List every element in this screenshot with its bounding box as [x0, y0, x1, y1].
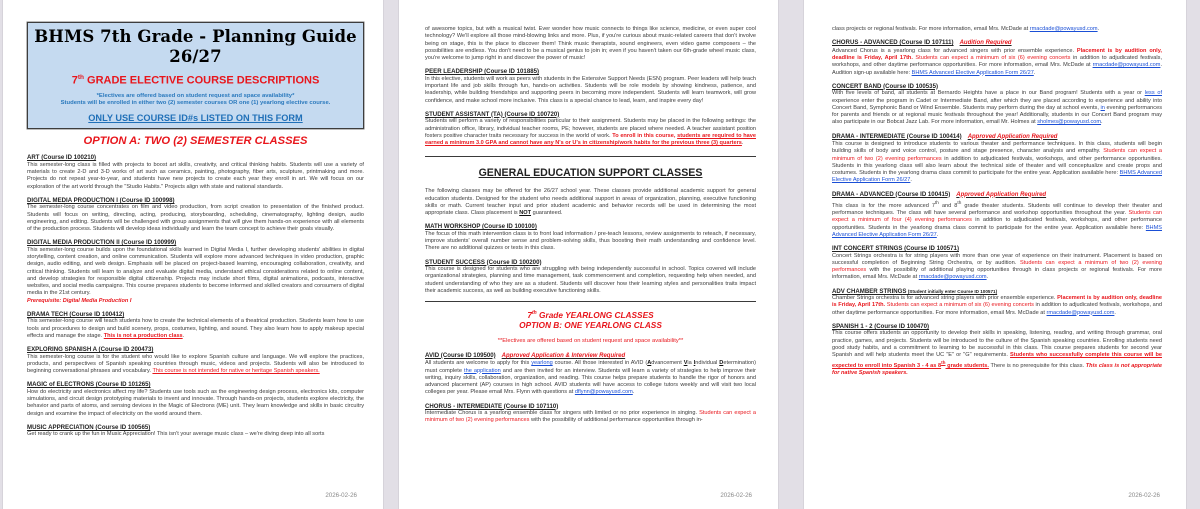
course-spanish-1-2	[832, 323, 1162, 378]
requirement-tag: Approved Application & Interview Required	[501, 352, 626, 359]
course-title: DIGITAL MEDIA PRODUCTION I (Course ID 100998)	[27, 196, 175, 204]
course-title: MATH WORKSHOP (Course ID 100100)	[425, 223, 537, 231]
course-description: Concert Strings orchestra is for string players with more than one year of experience on their instrument. Placement is based on successful completion of Beginning String Orchestra, or by audition. Students can expect a minimum of two (2) evening performances with the possibility of additional playing opportunities through in class projects or regional festivals. For more information, email Mrs. McDade at rmacdade@powayusd.com.	[832, 252, 1162, 281]
course-title: DRAMA - ADVANCED (Course ID 100415) Approved Application Required	[832, 190, 1047, 198]
document-page-3	[803, 0, 1187, 509]
course-description: How do electricity and electronics affect my life? Students use tools such as the engineering design process, electronics kits, computer simulations, and circuit design prototyping materials to invent and innovate. Through hands-on projects, students explore electricity, the behavior and parts of atoms, and sensing devices in the Magic of Electrons (ME) unit. They learn knowledge and skills in basic circuitry design and examine the impact of electricity on the world around them.	[27, 388, 364, 417]
course-int-concert-strings	[832, 245, 1162, 282]
email-link-holmes[interactable]: sholmes@powayusd.com	[1037, 119, 1102, 126]
application-form-link[interactable]: BHMS Advanced Elective Application Form 26/27	[911, 69, 1034, 76]
course-exploring-spanish-a	[27, 346, 364, 375]
course-description: This semester-long class is filled with projects to boost art skills, creativity, and critical thinking habits. Students will use a variety of materials to create 2-D and 3-D works of art such as ceramics, painting, photography, fiber arts, sculpture, printmaking and more. Projects do not repeat year-to-year, and students have new projects to create each year they enroll in art. We will focus on our exploration of the art world through the "Studio Habits." Projects align with state and national standards.	[27, 161, 364, 190]
course-drama-intermediate	[832, 133, 1162, 185]
email-link-mcdade[interactable]: rmacdade@powayusd.com	[1046, 309, 1115, 316]
course-drama-advanced	[832, 191, 1162, 240]
course-title: DIGITAL MEDIA PRODUCTION II (Course ID 100999)	[27, 239, 177, 247]
course-chorus-advanced	[832, 39, 1162, 77]
email-link-mcdade[interactable]: rmacdade@powayusd.com	[1029, 26, 1098, 32]
course-chorus-intermediate	[425, 403, 756, 425]
course-title: PEER LEADERSHIP (Course ID 101885)	[425, 68, 540, 76]
course-art	[27, 154, 364, 191]
course-peer-leadership	[425, 68, 756, 105]
option-a-heading: OPTION A: TWO (2) SEMESTER CLASSES	[83, 135, 308, 148]
requirement-tag: Approved Application Required	[956, 191, 1047, 198]
email-link-mcdade[interactable]: rmacdade@powayusd.com	[918, 274, 987, 281]
course-title: CHORUS - INTERMEDIATE (Course ID 107110)	[425, 402, 559, 410]
course-magic-of-electrons	[27, 381, 364, 418]
course-music-appreciation	[27, 424, 364, 439]
less-of-link[interactable]: less of	[1144, 90, 1162, 97]
course-title: AVID (Course ID 109500) Approved Application & Interview Required	[425, 351, 626, 359]
course-description: This semester-long course builds upon the foundational skills learned in Digital Media I, further developing students' abilities in digital storytelling, content creation, and online communication. Students will explore more advanced techniques in video production, graphic design, audio editing, and web design. Emphasis will be placed on project-based learning, encouraging collaboration, creativity, and critical thinking. Students will learn to analyze and evaluate digital media, understand ethical considerations related to online content, and develop strategies for responsible digital citizenship. Projects may include short films, digital animations, podcasts, interactive websites, and social media campaigns. This course prepares students to become informed and skilled creators and consumers of digital media in the 21st century.	[27, 246, 364, 297]
course-title: ADV CHAMBER STRINGS (Student initially enter Course ID 100571)	[832, 287, 998, 295]
email-link-mcdade[interactable]: rmacdade@powayusd.com	[1092, 62, 1161, 69]
course-title: EXPLORING SPANISH A (Course ID 200473)	[27, 346, 154, 354]
course-description: Get ready to crank up the fun in Music Appreciation! This isn't your average music class – we're diving deep into all sorts	[27, 431, 325, 438]
page-footer-date: 2026-02-26	[325, 492, 357, 499]
avid-application-link[interactable]: the application	[464, 367, 501, 374]
native-speaker-warning: This class is not appropriate for native Spanish speakers.	[832, 363, 1162, 377]
course-description: This semester-long course is for the student who would like to explore Spanish culture and language. We will explore the practices, products, and perspectives of Spanish speaking countries through music, videos and projects. Students will also be introduced to beginning conversational phrases and vocabulary. This course is not intended for native or heritage Spanish speakers.	[27, 353, 364, 375]
course-title: DRAMA - INTERMEDIATE (Course ID 100414) Approved Application Required	[832, 132, 1058, 140]
document-page-2	[398, 0, 779, 509]
chorus-intermediate-continued: class projects or regional festivals. For more information, email Mrs. McDade at rmacdade@powayusd.com.	[832, 26, 1100, 32]
course-avid	[425, 352, 756, 397]
document-title: BHMS 7th Grade - Planning Guide 26/27	[34, 27, 357, 66]
course-title: CHORUS - ADVANCED (Course ID 107111) Audition Required	[832, 39, 1012, 47]
course-drama-tech	[27, 311, 364, 340]
course-description: This course is designed to introduce students to various theater and performance techniques. In this class, students will begin building skills of body and voice control, posture and stage presence, character analysis and empathy. Students can expect a minimum of two (2) evening performances in addition to adjudicated festivals, workshops, and other performance opportunities. Students in this yearlong class will also learn about the technical side of theater and will conceptualize and create props and costumes. Students in the yearlong drama class commit to participate for the entire year. Application available here: BHMS Advanced Elective Application Form 26/27.	[832, 141, 1163, 184]
planning-guide-header	[27, 22, 364, 129]
course-description: This course is designed for students who are struggling with being independently successful in school. Topics covered will include organizational strategies, planning and time management, task commencement and completion, requesting help when needed, and student understanding of who they are as a student. Students will discover how their learning styles and personalities traits impact their academic success, as well as building executive functioning skills.	[425, 266, 756, 294]
course-description: This course offers students an opportunity to develop their skills in speaking, listening, reading, and writing through grammar, oral practice, games, and projects. Students will be introduced to the culture of the Spanish speaking countries. Enrolling students need good study habits, and a commitment to learning to be successful in this class. This course prepares students for second year Spanish and will help students meet the UC "E" or "G" requirements. Students who successfully complete this course will be expected to enroll into Spanish 3 - 4 as 8th grade students. There is no prerequisite for this class. This class is not appropriate for native Spanish speakers.	[832, 330, 1162, 377]
application-form-link[interactable]: BHMS Advanced Elective Application Form 26/27	[832, 170, 1162, 184]
course-adv-chamber-strings	[832, 288, 1162, 317]
course-digital-media-2	[27, 239, 364, 305]
yearlong-link[interactable]: yearlong	[531, 360, 553, 367]
course-description: Intermediate Chorus is a yearlong ensemble class for singers with limited or no prior experience in singing. Students can expect a minimum of two (2) evening performances with the possibility of additional performance opportunities through in-	[425, 410, 756, 424]
course-title: SPANISH 1 - 2 (Course ID 100470)	[832, 322, 930, 330]
application-form-link[interactable]: BHMS Advanced Elective Application Form 26/27	[832, 224, 1162, 238]
yearlong-classes-heading: 7th Grade YEARLONG CLASSES OPTION B: ONE YEARLONG CLASS	[519, 309, 662, 331]
course-title: DRAMA TECH (Course ID 100412)	[27, 310, 125, 318]
course-description: The semester-long course concentrates on film and video production, from script creation to presentation of the finished product. Students will focus on writing, directing, acting, producing, storyboarding, scheduling, cinematography, lighting design, audio engineering, and editing. Students will be challenged with group assignments that will give them hands-on experience with all elements of the production process. Students will develop ideas individually and learn the team concept to achieve their goals visually.	[27, 204, 364, 233]
course-title: MUSIC APPRECIATION (Course ID 100565)	[27, 423, 151, 431]
course-description: In this elective, students will work as peers with students in the Extensive Support Needs (ESN) program. Peer leaders will help teach important life and job skills through fun, hands-on activities. Students will be role models by showing kindness, patience, and leadership, while building friendships and supporting peers in becoming more independent. Students will learn teamwork, will grow confidence, and make school more inclusive. This class is a special chance to lead, learn, and inspire every day!	[425, 75, 756, 104]
course-math-workshop	[425, 223, 756, 252]
course-student-success	[425, 259, 756, 296]
course-title: STUDENT ASSISTANT (TA) (Course ID 100720)	[425, 110, 560, 118]
section-divider	[425, 301, 756, 302]
electives-availability-note: *Electives are offered based on student request and space availability* Students will be enrolled in either two (2) semester courses OR one (1) yearlong elective course.	[60, 92, 331, 107]
course-description: Advanced Chorus is a yearlong class for advanced singers with prior ensemble experience. Placement is by audition only, deadline is Friday, April 17th. Students can expect a minimum of six (6) evening concerts in addition to adjudicated festivals, workshops, and other daytime performance opportunities. For more information, email Mrs. McDade at rmacdade@powayusd.com. Audition sign-up available here: BHMS Advanced Elective Application Form 26/27.	[832, 47, 1163, 76]
document-page-1	[2, 0, 384, 509]
gen-ed-support-heading: GENERAL EDUCATION SUPPORT CLASSES	[478, 167, 703, 180]
gpa-requirement: students are required to have earned a minimum 3.0 GPA and cannot have any N's or U's in citizenship/work habits for the previous three (3) quarters	[425, 132, 756, 146]
email-link-flynn[interactable]: dflynn@powayusd.com	[574, 389, 633, 396]
native-speaker-warning: This course is not intended for native or heritage Spanish speakers.	[152, 368, 320, 375]
production-class-warning: This is not a production class	[103, 332, 183, 339]
course-description: Chamber Strings orchestra is for advanced string players with prior ensemble experience. Placement is by audition only, deadline is Friday, April 17th. Students can expect a minimum of six (6) evening concerts in addition to adjudicated festivals, workshops, and other daytime performance opportunities. For more information, email Mrs. McDade at rmacdade@powayusd.com.	[832, 295, 1163, 316]
course-title: STUDENT SUCCESS (Course ID 100200)	[425, 258, 542, 266]
course-concert-band	[832, 83, 1162, 127]
elective-descriptions-heading: 7th GRADE ELECTIVE COURSE DESCRIPTIONS	[71, 74, 320, 87]
course-title: ART (Course ID 100210)	[27, 154, 97, 162]
course-id-notice: ONLY USE COURSE ID#s LISTED ON THIS FORM	[88, 113, 303, 124]
prerequisite-note: Prerequisite: Digital Media Production I	[27, 297, 132, 304]
yearlong-availability-note: **Electives are offered based on student request and space availability**	[497, 337, 684, 344]
page-footer-date: 2026-02-26	[1128, 492, 1160, 499]
course-description: This class is for the more advanced 7th and 8th grade theater students. Students will continue to develop their theater and performance techniques. The class will have several performance and workshop opportunities throughout the year. Students can expect a minimum of four (4) evening performances in addition to adjudicated festivals, workshops, and other performance opportunities. Students in the yearlong drama class commit to participate for the entire year. Application available here: BHMS Advanced Elective Application Form 26/27.	[832, 200, 1163, 238]
course-description: This semester-long course will teach students how to create the technical elements of a theatrical production. Students learn how to use tools and procedures to design and build scenery, props, costumes, lighting, and sound. They also learn how to apply makeup special effects and manage the stage. This is not a production class.	[27, 318, 364, 339]
section-divider	[425, 156, 756, 157]
course-description: Students will perform a variety of responsibilities particular to their assignment. Students may be placed in the following settings: the administration office, library, individual teacher rooms, PE; however, students are placed where needed. A teacher assistant position fosters positive character traits necessary for success in the world of work. To enroll in this course, students are required to have earned a minimum 3.0 GPA and cannot have any N's or U's in citizenship/work habits for the previous three (3) quarters.	[425, 118, 756, 146]
in-link[interactable]: in	[1100, 104, 1105, 111]
music-appreciation-continued: of awesome topics, but with a musical twist. Ever wonder how music connects to things like science, medicine, or even super cool technology? We'll explore all those mind-blowing links and more. Plus, if you're curious about music-related careers that don't involve being on stage, this is the place to discover them! Think music therapists, sound engineers, even video game composers – the possibilities are endless. You don't need to be a musical genius to join in; even if you haven't taken our 6th-grade wheel music class, you're welcome to jump right in and discover the power of music!	[425, 26, 756, 61]
course-title: INT CONCERT STRINGS (Course ID 100571)	[832, 245, 959, 253]
course-title: MAGIC of ELECTRONS (Course ID 101265)	[27, 381, 151, 389]
course-student-assistant	[425, 111, 756, 148]
course-digital-media-1	[27, 197, 364, 234]
requirement-tag: Approved Application Required	[967, 133, 1058, 140]
page-footer-date: 2026-02-26	[720, 492, 752, 499]
course-title: CONCERT BAND (Course ID 100535)	[832, 82, 938, 90]
course-description: All students are welcome to apply for this yearlong course. All those interested in AVID (Advancement Via Individual Determination) must complete the application and are then invited for an interview. Students will learn a variety of strategies to help improve their writing, inquiry skills, collaboration, organization, and reading. This course helps prepare students to handle the rigor of honors and advanced placement (AP) courses in high school. AVID students will have access to college tutors weekly and will visit two local colleges per year. Please email Mrs. Flynn with questions at dflynn@powayusd.com.	[425, 360, 757, 396]
course-description: With five levels of band, all students at Bernardo Heights have a place in our Band program! Students with a year or less of experience enter the program in Cadet or Intermediate Band, after which they are placed according to experience and ability into Concert Band, Symphonic Band or Wind Ensemble. Students may perform during the day at school events, in evening performances for parents and friends or at regional music festivals throughout the year! Additionally, students in our Concert Band program may also participate in our Bobcat Jazz Lab. For more information, email Mr. Holmes at sholmes@powayusd.com.	[832, 90, 1162, 126]
gen-ed-intro: The following classes may be offered for the 26/27 school year. These classes provide additional academic support for general education students. Designed for the student who needs additional support in areas of organization, planning, executive functioning skills or math. Current teacher input and prior student academic and behavior records will be used in determining the most appropriate class. Class placement is NOT guaranteed.	[425, 188, 756, 216]
requirement-tag: Audition Required	[959, 40, 1012, 47]
course-description: The focus of this math intervention class is to front load information / pre-teach lessons, review assignments to reteach, if necessary, improve students' overall number sense and problem-solving skills, thus boosting their math understanding and confidence level. There are no additional quizzes or tests in this class.	[425, 230, 756, 252]
